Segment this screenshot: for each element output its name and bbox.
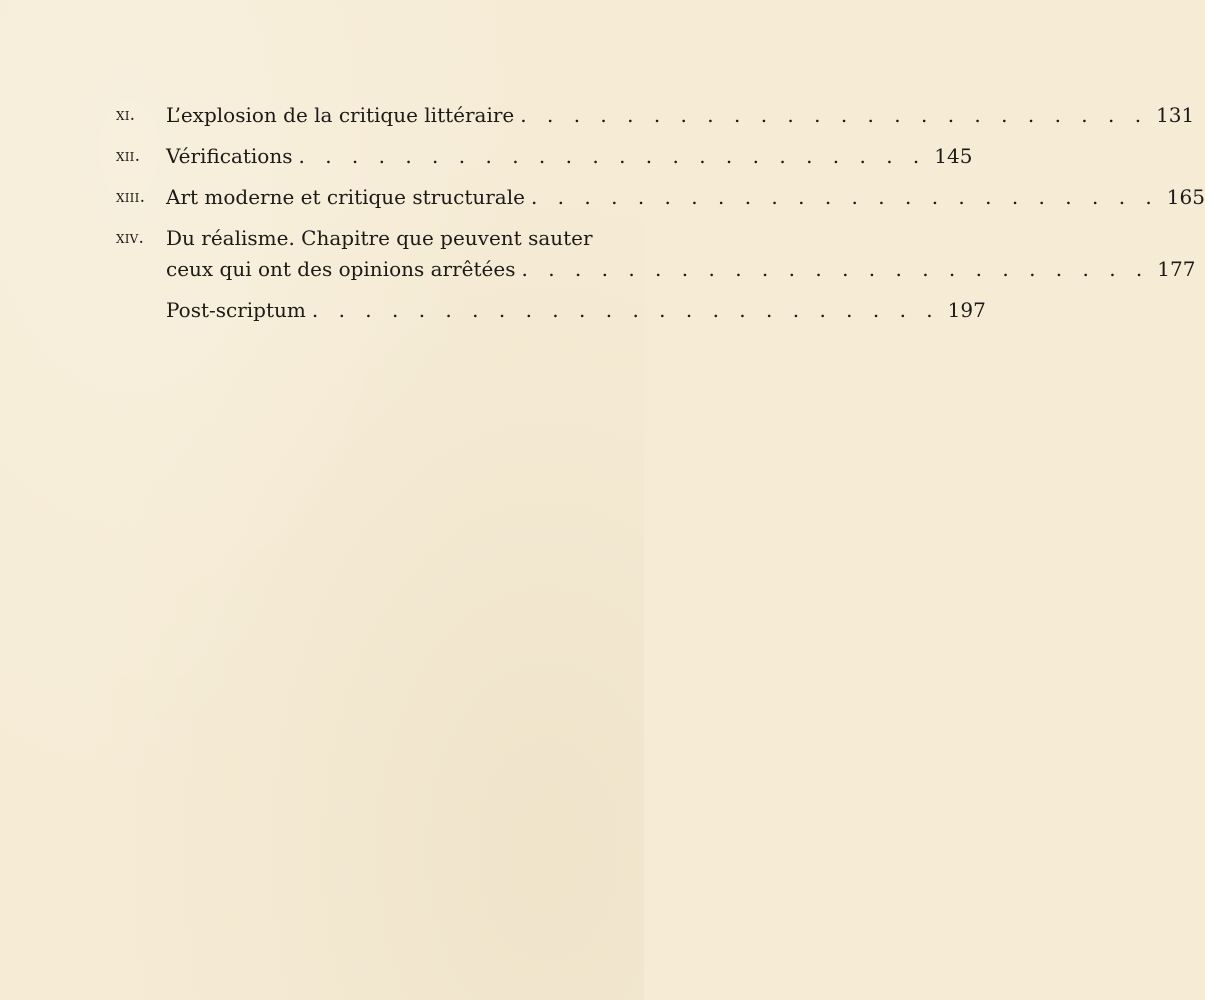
page-number: 165 bbox=[1166, 185, 1205, 209]
entry-body bbox=[166, 223, 1195, 285]
chapter-title: L’explosion de la critique littéraire bbox=[166, 103, 515, 127]
page-number: 197 bbox=[947, 298, 986, 322]
chapter-title: Vérifications bbox=[166, 144, 293, 168]
page-number: 177 bbox=[1157, 257, 1196, 281]
chapter-numeral: xiii. bbox=[116, 187, 146, 207]
entry-line bbox=[166, 182, 1205, 213]
entry-body bbox=[166, 295, 986, 326]
entry-line bbox=[166, 295, 986, 326]
chapter-numeral: xii. bbox=[116, 146, 141, 166]
chapter-title: Post-scriptum bbox=[166, 298, 306, 322]
dot-leader: . . . . . . . . . . . . . . . . . . . . . . . . bbox=[530, 185, 1159, 209]
chapter-title-line-1: Du réalisme. Chapitre que peuvent sauter bbox=[166, 226, 593, 250]
entry-body bbox=[166, 100, 1194, 131]
chapter-numeral: xi. bbox=[116, 105, 136, 125]
dot-leader: . . . . . . . . . . . . . . . . . . . . . . . . bbox=[311, 298, 940, 322]
toc-entry-xiii bbox=[116, 182, 1205, 213]
toc-entry-xi bbox=[116, 100, 1195, 131]
toc-entry-post-scriptum bbox=[116, 295, 986, 326]
entry-body bbox=[166, 182, 1205, 213]
dot-leader: . . . . . . . . . . . . . . . . . . . . . . . . bbox=[298, 144, 927, 168]
entry-line bbox=[166, 141, 972, 172]
chapter-title: Art moderne et critique structurale bbox=[166, 185, 525, 209]
entry-body bbox=[166, 141, 972, 172]
chapter-title-line-2: ceux qui ont des opinions arrêtées bbox=[166, 257, 516, 281]
table-of-contents bbox=[116, 100, 1205, 336]
chapter-numeral: xiv. bbox=[116, 228, 145, 248]
toc-entry-xiv bbox=[116, 223, 1196, 285]
entry-line bbox=[166, 100, 1194, 131]
dot-leader: . . . . . . . . . . . . . . . . . . . . . . . . bbox=[521, 257, 1150, 281]
page-number: 145 bbox=[934, 144, 973, 168]
page-number: 131 bbox=[1156, 103, 1195, 127]
toc-entry-xii bbox=[116, 141, 973, 172]
entry-line bbox=[166, 254, 1195, 285]
dot-leader: . . . . . . . . . . . . . . . . . . . . . . . . bbox=[520, 103, 1149, 127]
